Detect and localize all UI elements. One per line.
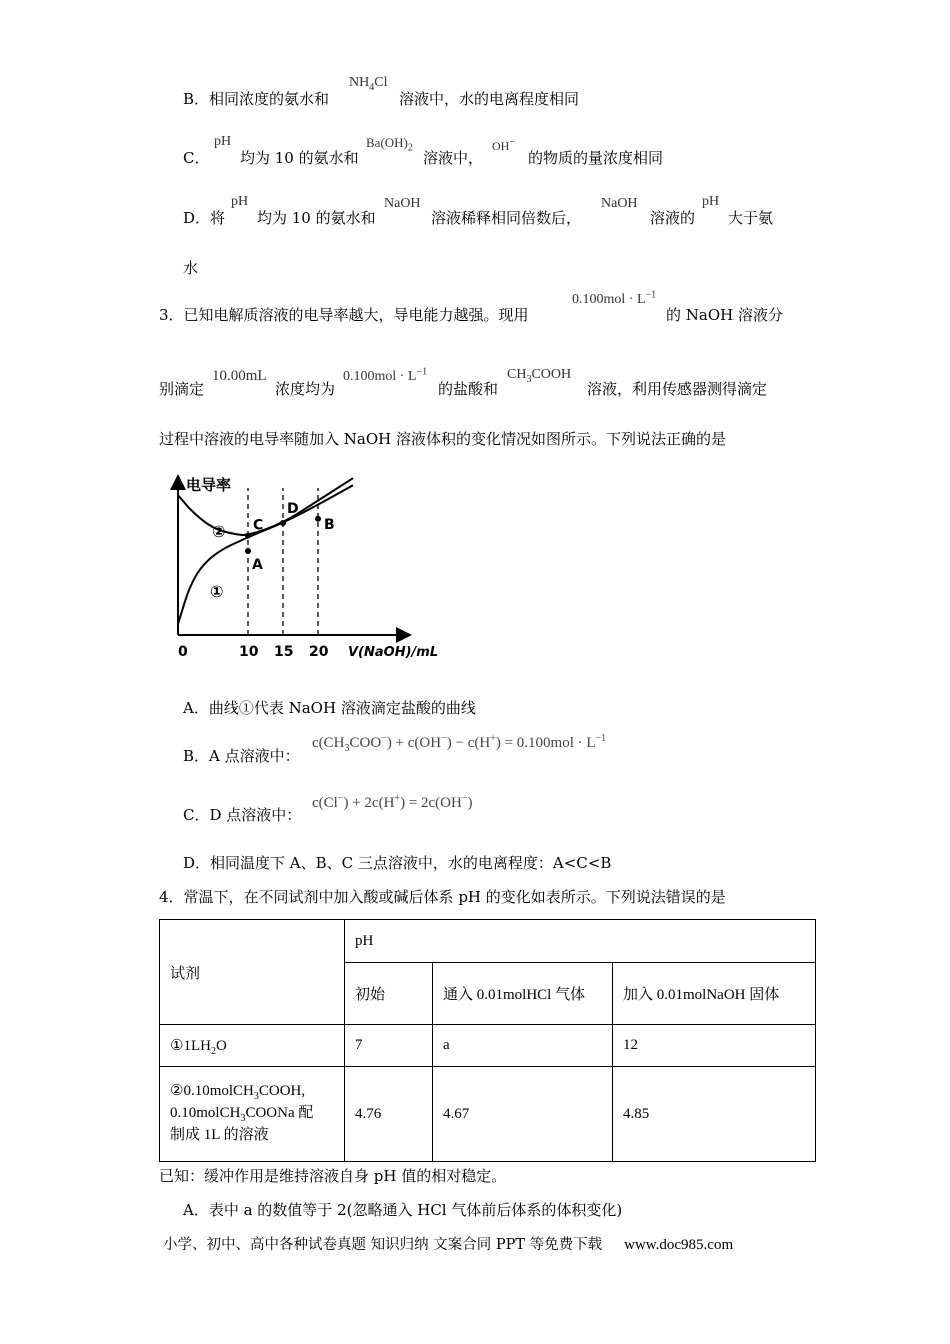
q2-option-d-mid1: 均为 10 的氨水和 [257, 209, 376, 227]
q4-note: 已知：缓冲作用是维持溶液自身 pH 值的相对稳定。 [159, 1167, 507, 1185]
series-label-2: ② [212, 522, 226, 541]
row2-initial: 4.76 [345, 1067, 433, 1162]
ph-table [159, 919, 816, 1162]
q2-option-d-naoh2: NaOH [601, 196, 638, 211]
point-label-D: D [287, 501, 299, 517]
header-hcl: 通入 0.01molHCl 气体 [433, 963, 613, 1025]
series-label-1: ① [210, 582, 224, 601]
q2-option-d-naoh1: NaOH [384, 196, 421, 211]
q2-option-c: C． [183, 149, 210, 167]
q2-option-d-ph2: pH [702, 194, 720, 209]
q3-line1: 3．已知电解质溶液的电导率越大，导电能力越强。现用 [159, 306, 529, 324]
q2-option-c-mid2: 溶液中， [423, 149, 484, 167]
q3-line2-c: 的盐酸和 [438, 380, 499, 398]
row1-naoh: 12 [613, 1025, 816, 1067]
row1-reagent: $①1LH_2O$ [160, 1025, 345, 1067]
q2-option-d-mid2: 溶液稀释相同倍数后， [431, 209, 582, 227]
q2-option-c-ph: pH [214, 134, 232, 149]
q2-option-d-mid3: 溶液的 [650, 209, 696, 227]
x-axis-label: V(NaOH)/mL [348, 645, 439, 660]
q3-volume: 10.00mL [212, 368, 267, 384]
q2-option-c-tail: 的物质的量浓度相同 [528, 149, 664, 167]
q2-option-b: B．相同浓度的氨水和 [183, 90, 330, 108]
header-reagent: 试剂 [160, 920, 345, 1025]
point-D [280, 520, 286, 526]
q4-stem: 4．常温下，在不同试剂中加入酸或碱后体系 pH 的变化如表所示。下列说法错误的是 [159, 888, 726, 906]
x-tick-20: 20 [309, 644, 329, 660]
header-naoh: 加入 0.01molNaOH 固体 [613, 963, 816, 1025]
point-label-B: B [324, 516, 335, 533]
point-label-C: C [253, 517, 264, 534]
conductivity-chart [168, 470, 448, 660]
q3-ch3cooh: $CH_3COOH$ [507, 367, 572, 385]
footer-url[interactable]: www.doc985.com [624, 1237, 734, 1253]
q3-option-d: D．相同温度下 A、B、C 三点溶液中，水的电离程度：A<C<B [183, 854, 612, 872]
row1-hcl: a [433, 1025, 613, 1067]
q3-option-c: C．D 点溶液中： [183, 806, 302, 824]
x-tick-0: 0 [178, 644, 188, 660]
q2-option-d-ph1: pH [231, 194, 249, 209]
q3-line2-a: 别滴定 [159, 380, 205, 398]
q3-option-a: A．曲线①代表 NaOH 溶液滴定盐酸的曲线 [183, 699, 476, 717]
q2-option-d-tail: 大于氨 [728, 209, 774, 227]
q4-option-a: A．表中 a 的数值等于 2(忽略通入 HCl 气体前后体系的体积变化) [183, 1201, 623, 1219]
header-initial: 初始 [345, 963, 433, 1025]
point-label-A: A [252, 557, 263, 573]
header-ph: pH [345, 920, 816, 963]
q3-line2-d: 溶液，利用传感器测得滴定 [587, 380, 768, 398]
point-C [245, 533, 251, 539]
row1-initial: 7 [345, 1025, 433, 1067]
row2-hcl: 4.67 [433, 1067, 613, 1162]
row2-naoh: 4.85 [613, 1067, 816, 1162]
q3-line3: 过程中溶液的电导率随加入 NaOH 溶液体积的变化情况如图所示。下列说法正确的是 [159, 430, 726, 448]
point-A [245, 548, 251, 554]
x-tick-10: 10 [239, 644, 259, 660]
q2-option-c-oh: OH− [492, 137, 515, 153]
q2-option-d: D．将 [183, 209, 226, 227]
footer [163, 1233, 733, 1254]
q2-option-c-mid1: 均为 10 的氨水和 [240, 149, 359, 167]
footer-text: 小学、初中、高中各种试卷真题 知识归纳 文案合同 PPT 等免费下载 [163, 1237, 603, 1253]
q3-conc2: $0.100mol \cdot L^{-1}$ [343, 366, 428, 384]
q3-conc1: $0.100mol \cdot L^{-1}$ [572, 289, 657, 307]
row2-reagent: ②0.10molCH$_3$COOH, 0.10molCH$_3$COONa 配 制成 1L 的溶液 [160, 1067, 345, 1162]
curve-series-1 [178, 485, 353, 624]
q2-option-d-tail2: 水 [183, 259, 199, 277]
q3-line2-b: 浓度均为 [275, 380, 336, 398]
x-tick-15: 15 [274, 644, 294, 660]
q3-option-b-equation: $c(CH_3COO^-) + c(OH^-) - c(H^+) = 0.100mol \cdot L^{-1}$ [312, 733, 607, 754]
q3-option-b: B．A 点溶液中： [183, 747, 300, 765]
q2-option-b-formula: $NH_4Cl$ [349, 75, 388, 93]
y-axis-label: 电导率 [186, 476, 232, 494]
q3-line1-tail: 的 NaOH 溶液分 [666, 306, 783, 324]
point-B [315, 516, 321, 522]
q2-option-b-tail: 溶液中，水的电离程度相同 [399, 90, 580, 108]
q2-option-c-baoh2: $Ba(OH)_2$ [366, 135, 413, 154]
q3-option-c-equation: c(Cl−) + 2c(H+) = 2c(OH−) [312, 793, 473, 811]
